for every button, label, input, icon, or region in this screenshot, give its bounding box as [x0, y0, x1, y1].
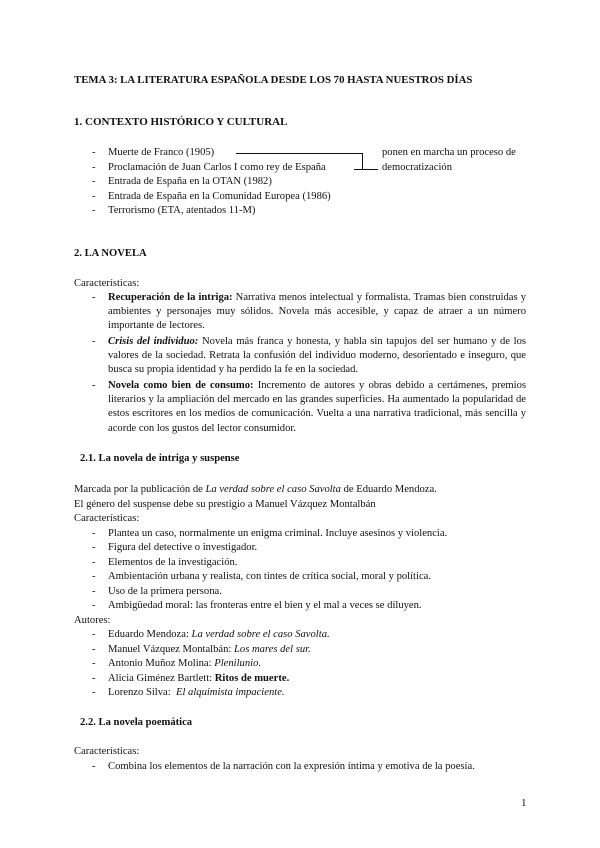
- dash: -: [92, 162, 96, 173]
- page-number: 1: [521, 797, 527, 809]
- author-name: Eduardo Mendoza:: [108, 629, 192, 640]
- feature-text: Narrativa menos intelectual y formalista. Tramas bien construidas y ambientes y personajes muy sólidos. Novela más accesible, y capaz de atraer a un número importante de lectores.: [108, 292, 526, 332]
- author-item: [108, 687, 285, 698]
- author-name: Alicia Giménez Bartlett:: [108, 673, 215, 684]
- bracket-note: democratización: [382, 162, 452, 173]
- work-title: Ritos de muerte.: [214, 673, 290, 684]
- context-item: Entrada de España en la Comunidad Europea (1986): [108, 191, 331, 202]
- context-item: Terrorismo (ETA, atentados 11-M): [108, 205, 256, 216]
- feature-paragraph: [108, 335, 526, 378]
- dash: -: [92, 292, 96, 303]
- feature-paragraph: [108, 379, 526, 436]
- work-title: Plenilunio.: [214, 658, 262, 669]
- characteristic-item: Plantea un caso, normalmente un enigma criminal. Incluye asesinos y violencia.: [108, 528, 448, 539]
- dash: -: [92, 586, 96, 597]
- dash: -: [92, 380, 96, 391]
- author-item: [108, 658, 261, 669]
- dash: -: [92, 191, 96, 202]
- intro-text: de Eduardo Mendoza.: [340, 484, 437, 495]
- dash: -: [92, 571, 96, 582]
- author-name: Manuel Vázquez Montalbán:: [108, 644, 235, 655]
- dash: -: [92, 629, 96, 640]
- dash: -: [92, 205, 96, 216]
- characteristics-label: Características:: [74, 278, 140, 289]
- feature-paragraph: [108, 291, 526, 334]
- author-item: [108, 629, 330, 640]
- dash: -: [92, 600, 96, 611]
- characteristic-item: Ambientación urbana y realista, con tintes de crítica social, moral y política.: [108, 571, 431, 582]
- dash: -: [92, 761, 96, 772]
- feature-term: Recuperación de la intriga:: [108, 292, 233, 303]
- author-item: [108, 673, 289, 684]
- dash: -: [92, 687, 96, 698]
- feature-text: Novela más franca y honesta, y habla sin tapujos del ser humano y de los valores de la sociedad. Retrata la confusión del individuo moderno, desorientado e inseguro, que busca su propia identidad y ha perdido la fe en la sociedad.: [108, 336, 526, 376]
- section-1-heading: 1. CONTEXTO HISTÓRICO Y CULTURAL: [74, 116, 288, 128]
- dash: -: [92, 673, 96, 684]
- characteristic-item: Ambigüedad moral: las fronteras entre el bien y el mal a veces se diluyen.: [108, 600, 422, 611]
- context-item: Proclamación de Juan Carlos I como rey de España: [108, 162, 326, 173]
- author-item: [108, 644, 311, 655]
- characteristic-item: Figura del detective o investigador.: [108, 542, 258, 553]
- intro-line: El género del suspense debe su prestigio a Manuel Vázquez Montalbán: [74, 499, 376, 510]
- dash: -: [92, 336, 96, 347]
- book-title: La verdad sobre el caso Savolta: [205, 484, 341, 495]
- context-item: Entrada de España en la OTAN (1982): [108, 176, 272, 187]
- dash: -: [92, 557, 96, 568]
- work-title: La verdad sobre el caso Savolta.: [191, 629, 330, 640]
- intro-line: [74, 484, 437, 495]
- dash: -: [92, 176, 96, 187]
- document-title: TEMA 3: LA LITERATURA ESPAÑOLA DESDE LOS 70 HASTA NUESTROS DÍAS: [74, 74, 473, 86]
- work-title: El alquimista impaciente.: [175, 687, 285, 698]
- feature-term: Crisis del individuo:: [108, 336, 199, 347]
- author-name: Lorenzo Silva:: [108, 687, 176, 698]
- authors-label: Autores:: [74, 615, 111, 626]
- characteristic-item: Elementos de la investigación.: [108, 557, 238, 568]
- work-title: Los mares del sur.: [234, 644, 311, 655]
- dash: -: [92, 644, 96, 655]
- characteristics-label: Características:: [74, 746, 140, 757]
- dash: -: [92, 658, 96, 669]
- bracket-note: ponen en marcha un proceso de: [382, 147, 516, 158]
- section-2-1-heading: 2.1. La novela de intriga y suspense: [80, 453, 240, 464]
- intro-text: Marcada por la publicación de: [74, 484, 206, 495]
- dash: -: [92, 528, 96, 539]
- characteristic-item: Combina los elementos de la narración con la expresión íntima y emotiva de la poesía.: [108, 761, 475, 772]
- section-2-heading: 2. LA NOVELA: [74, 248, 147, 259]
- characteristics-label: Características:: [74, 513, 140, 524]
- feature-text: Incremento de autores y obras debido a certámenes, premios literarios y la ampliación del mercado en las grandes superficies. Ha aumentado la popularidad de estos escritores en los medios de comunicación. Vuelta a una narrativa tradicional, más sencilla y acorde con los gustos del lector consumidor.: [108, 380, 526, 434]
- author-name: Antonio Muñoz Molina:: [108, 658, 215, 669]
- characteristic-item: Uso de la primera persona.: [108, 586, 222, 597]
- section-2-2-heading: 2.2. La novela poemática: [80, 717, 193, 728]
- context-item: Muerte de Franco (1905): [108, 147, 215, 158]
- dash: -: [92, 147, 96, 158]
- dash: -: [92, 542, 96, 553]
- feature-term: Novela como bien de consumo:: [108, 380, 254, 391]
